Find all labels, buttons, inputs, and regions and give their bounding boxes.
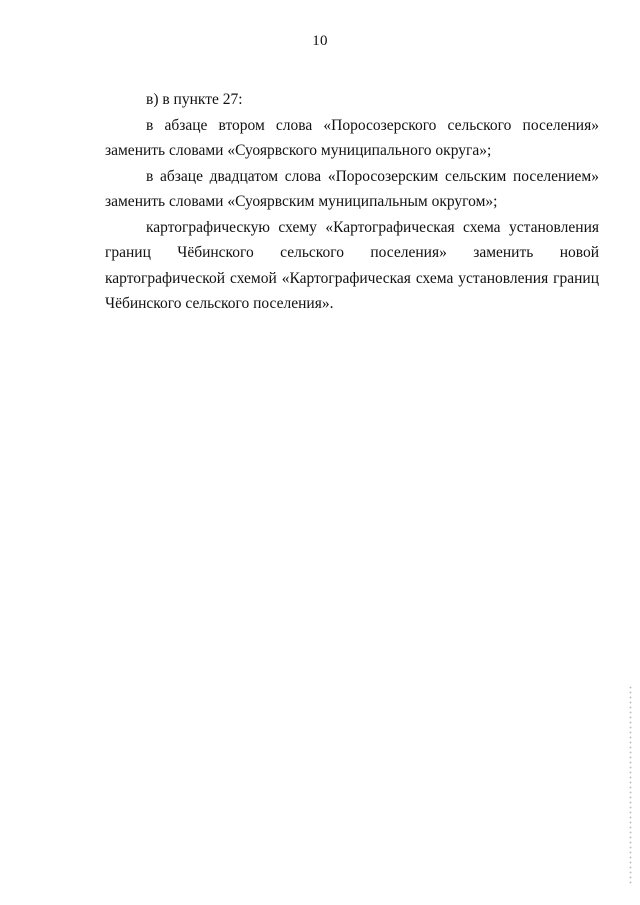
paragraph-second-abzac: в абзаце втором слова «Поросозерского сельского поселения» заменить словами «Суоярвского муниципального округа»;	[105, 116, 599, 159]
document-body	[105, 87, 599, 317]
scan-margin-dots	[629, 685, 632, 885]
paragraph-cartographic-scheme: картографическую схему «Картографическая схема установления границ Чёбинского сельского поселения» заменить новой картографической схемой «Картографическая схема установления границ Чёбинского сельского поселения».	[105, 218, 599, 312]
paragraph-twentieth-abzac: в абзаце двадцатом слова «Поросозерским сельским поселением» заменить словами «Суоярвским муниципальным округом»;	[105, 167, 599, 210]
page-number: 10	[312, 33, 328, 49]
paragraph-item-v: в) в пункте 27:	[146, 91, 243, 108]
